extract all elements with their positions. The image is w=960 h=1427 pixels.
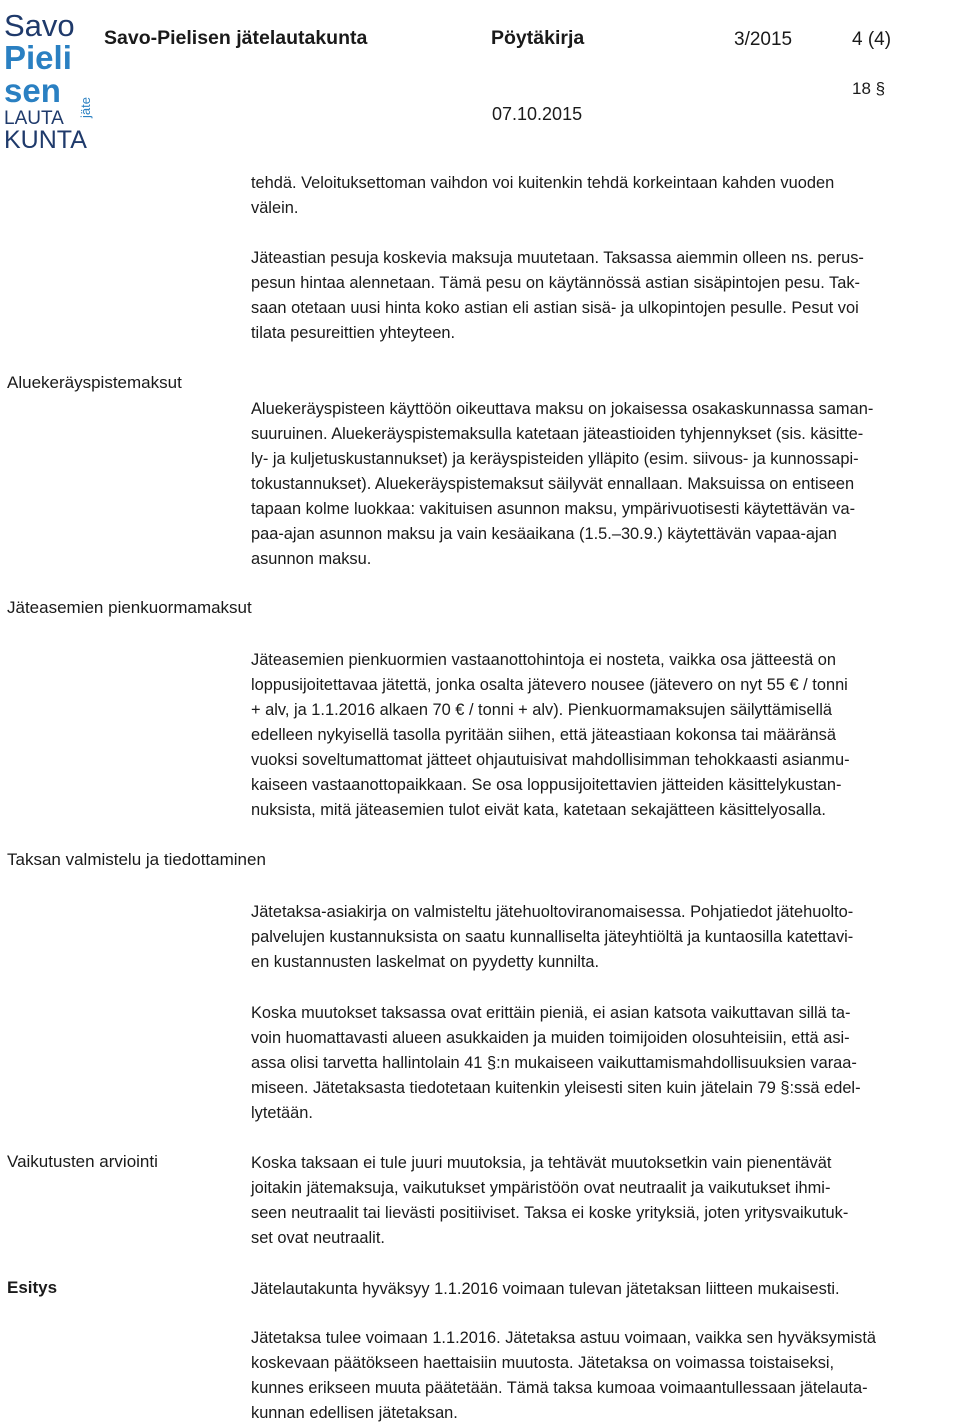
logo-line-2: Pieli (4, 39, 72, 76)
jatelautakunta-logo (4, 6, 96, 152)
header-section: 18 § (852, 79, 886, 98)
paragraph-valmistelu: Jätetaksa-asiakirja on valmisteltu jätehuoltoviranomaisessa. Pohjatiedot jätehuolto- palvelujen kustannuksista on saatu kunnalliselta jäteyhtiöltä ja kuntaosilla katettavi- en kustannusten laskelmat on pyydetty kunnilta. (251, 903, 854, 971)
section-label-vaikutusten-arviointi: Vaikutusten arviointi (7, 1152, 158, 1171)
paragraph-astianpesu: Jäteastian pesuja koskevia maksuja muutetaan. Taksassa aiemmin olleen ns. perus- pesun hintaa alennetaan. Tämä pesu on käytännössä astian sisäpintojen pesu. Tak- saan otetaan uusi hinta koko astian eli astian sisä- ja ulkopintojen pesulle. Pesut voi tilata pesureittien yhteyteen. (251, 249, 864, 342)
section-label-esitys: Esitys (7, 1278, 58, 1297)
section-label-pienkuormamaksut: Jäteasemien pienkuormamaksut (7, 598, 252, 617)
logo-line-3: sen (4, 72, 61, 109)
header-doc-number: 3/2015 (734, 29, 793, 50)
paragraph-vaihto: tehdä. Veloituksettoman vaihdon voi kuitenkin tehdä korkeintaan kahden vuoden välein. (251, 174, 835, 217)
paragraph-vaikutukset: Koska taksaan ei tule juuri muutoksia, ja tehtävät muutoksetkin vain pienentävät joitakin jätemaksuja, vaikutukset ympäristöön ovat neutraalit ja vaikutukset ihmi- seen neutraalit tai lievästi positiiviset. Taksa ei koske yrityksiä, joten yritysvaikutuk- set ovat neutraalit. (251, 1154, 849, 1247)
paragraph-voimaantulo: Jätetaksa tulee voimaan 1.1.2016. Jätetaksa astuu voimaan, vaikka sen hyväksymistä koskevaan päätökseen haettaisiin muutosta. Jätetaksa on voimassa toistaiseksi, kunnes erikseen muuta päätetään. Tämä taksa kumoaa voimaantullessaan jätelauta- kunnan edellisen jätetaksan. (251, 1329, 877, 1422)
logo-line-4: LAUTA (4, 108, 64, 129)
header-organization: Savo-Pielisen jätelautakunta (104, 27, 368, 49)
header-date: 07.10.2015 (492, 104, 583, 124)
paragraph-pienkuormamaksut: Jäteasemien pienkuormien vastaanottohintoja ei nosteta, vaikka osa jätteestä on loppusijoitettavaa jätettä, jonka osalta jätevero nousee (jätevero on nyt 55 € / tonni + alv, ja 1.1.2016 alkaen 70 € / tonni + alv). Pienkuormamaksujen säilyttämisellä edelleen nykyisellä tasolla pyritään siihen, että jäteastiaan kokonsa tai määränsä vuoksi soveltumattomat jätteet ohjautuisivat mahdollisimman tehokkaasti asianmu- kaiseen vastaanottopaikkaan. Se osa loppusijoitettavien jätteiden käsittelykustan- nuksista, mitä jäteasemien tulot eivät kata, katetaan sekajätteen käsittelyosalla. (251, 651, 850, 819)
logo-line-1: Savo (4, 8, 75, 43)
section-label-taksan-valmistelu: Taksan valmistelu ja tiedottaminen (7, 850, 266, 869)
paragraph-esitys: Jätelautakunta hyväksyy 1.1.2016 voimaan tulevan jätetaksan liitteen mukaisesti. (251, 1280, 840, 1298)
header-page-number: 4 (4) (852, 29, 892, 50)
paragraph-tiedottaminen: Koska muutokset taksassa ovat erittäin pieniä, ei asian katsota vaikuttavan sillä ta- voin huomattavasti alueen asukkaiden ja muiden toimijoiden olosuhteisiin, että asi- assa olisi tarvetta hallintolain 41 §:n mukaiseen vaikuttamismahdollisuuksien varaa- miseen. Jätetaksasta tiedotetaan kuitenkin yleisesti siten kuin jätelain 79 §:ssä edel- lytetään. (251, 1004, 861, 1122)
logo-line-5: KUNTA (4, 126, 87, 152)
section-label-aluekeraysmaksut: Aluekeräyspistemaksut (7, 373, 182, 392)
logo-vertical-word: jäte (78, 97, 93, 118)
header-doc-type: Pöytäkirja (491, 27, 585, 49)
paragraph-aluekeraysmaksut: Aluekeräyspisteen käyttöön oikeuttava maksu on jokaisessa osakaskunnassa saman- suuruinen. Aluekeräyspistemaksulla katetaan jäteastioiden tyhjennykset (sis. käsitte- ly- ja kuljetuskustannukset) ja keräyspisteiden ylläpito (esim. siivous- ja kunnossapi- tokustannukset). Aluekeräyspistemaksut säilyvät ennallaan. Maksuissa on entiseen tapaan kolme luokkaa: vakituisen asunnon maksu, ympärivuotisesti käytettävän va- paa-ajan asunnon maksu ja vain kesäaikana (1.5.–30.9.) käytettävän vapaa-ajan asunnon maksu. (251, 400, 874, 568)
